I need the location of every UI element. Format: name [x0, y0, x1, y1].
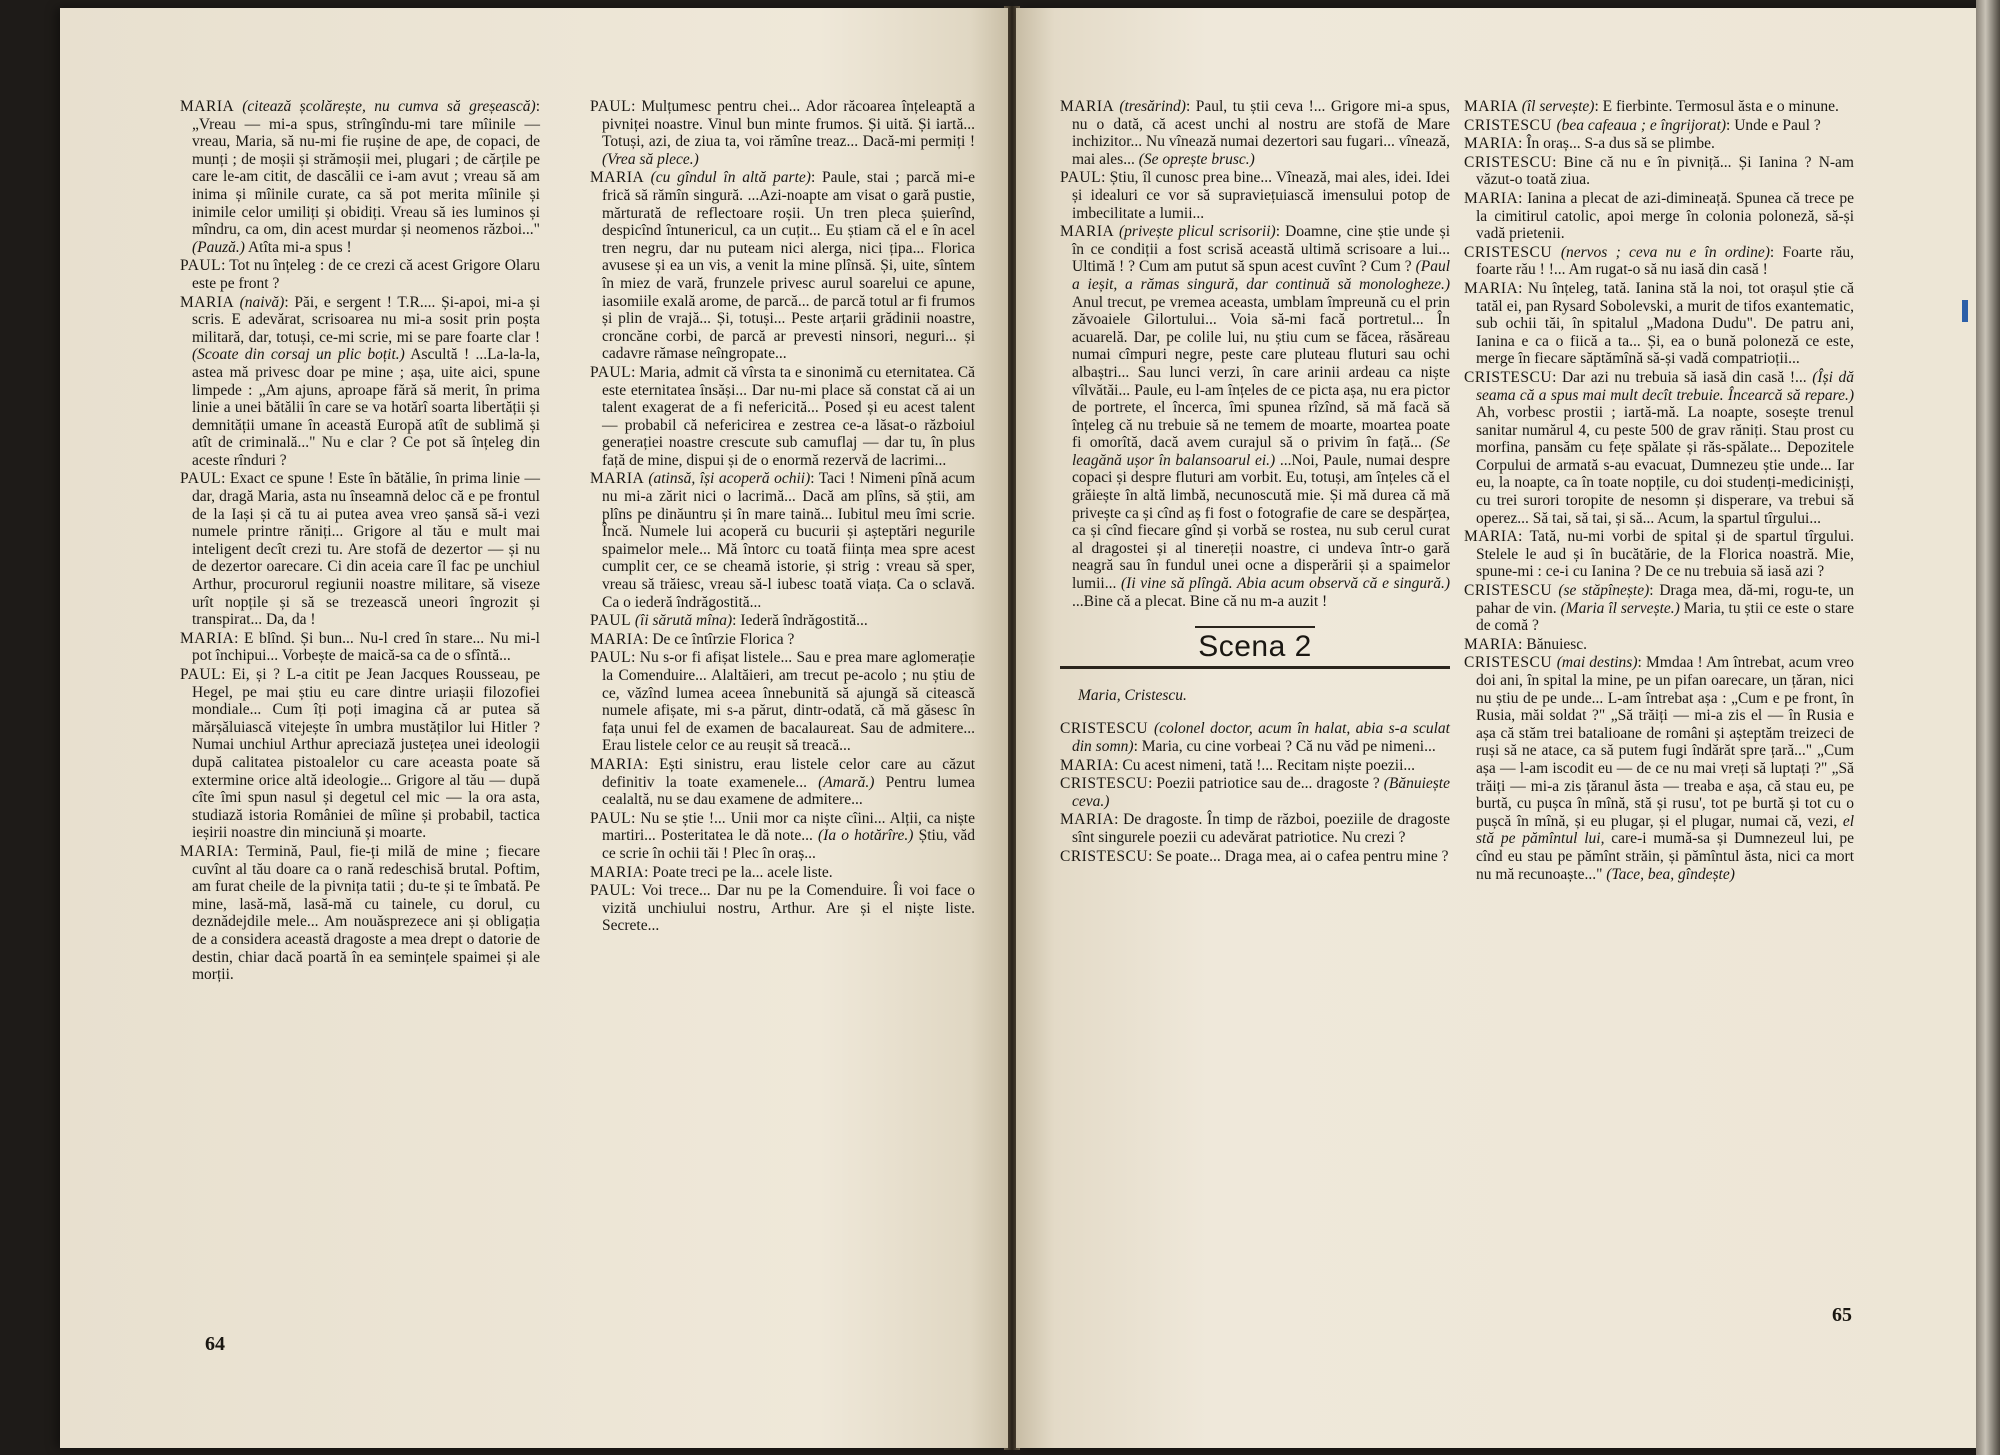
right-column-2	[1464, 98, 1854, 884]
dialogue-text: : Unde e Paul ?	[1726, 116, 1821, 134]
dialogue-line	[180, 843, 540, 984]
dialogue-line	[590, 882, 975, 935]
speaker-name: CRISTESCU	[1060, 775, 1149, 793]
speaker-name: MARIA	[180, 629, 235, 647]
page-number-left: 64	[205, 1333, 225, 1355]
scene-cast: Maria, Cristescu.	[1078, 686, 1187, 704]
dialogue-line	[590, 612, 975, 630]
divider	[1060, 666, 1450, 669]
speaker-name: MARIA	[590, 630, 645, 648]
dialogue-text: : Taci ! Nimeni pînă acum nu mi-a zărit nici o lacrimă... Dacă am plîns, să știi, am plîns pe dinăuntru și în mare taină... Iubitul meu îmi scrie. Încă. Numele lui acoperă cu bucurii și așteptări negurile spaimelor mele... Mă întorc cu toată ființa mea spre acest cumplit cer, ce se cheamă istorie, și strig : vreau să sper, vreau să trăiesc, vreau să-l iubesc toată viața. Ca o sclavă. Ca o iederă îndrăgostită...	[602, 470, 976, 611]
speaker-name: CRISTESCU	[1464, 368, 1553, 386]
dialogue-text: : Se poate... Draga mea, ai o cafea pentru mine ?	[1148, 847, 1449, 865]
speaker-name: CRISTESCU	[1464, 582, 1553, 600]
dialogue-text: : Mulțumesc pentru chei... Ador răcoarea înțeleaptă a pivniței noastre. Vinul bun minte frumos. Și uită. Și iartă... Totuși, azi, de ziua ta, voi rămîne treaz... Dacă-mi permiți !	[602, 98, 975, 151]
dialogue-line	[590, 98, 975, 168]
stage-direction: (naivă)	[239, 293, 285, 311]
scene-title: Scena 2	[1198, 630, 1312, 664]
speaker-name: PAUL	[590, 612, 631, 630]
speaker-name: CRISTESCU	[1464, 153, 1553, 171]
dialogue-text: : „Vreau — mi-a spus, strîngîndu-mi tare mîinile — vreau, Maria, să nu-mi fie rușine de ape, de copaci, de munți ; de moșii și strămoșii mei, plugari ; de cărțile pe care le-am citit, de dascălii ce i-am avut ; vreau să am inima și mîinile curate, ca să pot merita mîinile și inimile celor umiliți și obidiți. Vreau să ies luminos și mîndru, ca om, din acest murdar și neomenos război..."	[192, 98, 540, 239]
dialogue-line	[1060, 223, 1450, 610]
dialogue-text: ...Bine că a plecat. Bine că nu m-a auzit !	[1072, 592, 1328, 610]
divider	[1195, 626, 1315, 628]
speaker-name: MARIA	[1060, 811, 1115, 829]
dialogue-line	[1464, 636, 1854, 654]
stage-direction: (atinsă, își acoperă ochii)	[648, 470, 811, 488]
speaker-name: PAUL	[590, 809, 632, 827]
dialogue-text: : Nu s-or fi afișat listele... Sau e prea mare aglomerație la Comenduire... Alaltăieri, am trecut pe-acolo ; nu știu de ce, văzînd lumea aceea înnebunită să ajungă să citească numele afișate, mi s-a părut, dintr-odată, că mă găsesc în fața unui fel de examen de bacalaureat. Sau de admitere... Erau listele celor ce au reușit să treacă...	[602, 649, 975, 755]
dialogue-text: : Ianina a plecat de azi-dimineață. Spunea că trece pe la cimitirul catolic, apoi merge în colonia poloneză, să-și vadă prietenii.	[1476, 189, 1854, 243]
dialogue-line	[1464, 654, 1854, 883]
dialogue-text: Știu, văd ce scrie în ochii tăi ! Plec în oraș...	[602, 827, 975, 862]
dialogue-line	[1464, 154, 1854, 189]
dialogue-line	[1464, 528, 1854, 581]
dialogue-text: : Bănuiesc.	[1518, 635, 1588, 653]
left-column-1	[180, 98, 540, 985]
dialogue-line	[1464, 280, 1854, 368]
speaker-name: PAUL	[180, 666, 222, 683]
stage-direction: (privește plicul scrisorii)	[1119, 223, 1276, 241]
dialogue-text: : Paule, stai ; parcă mi-e frică să rămîn singură. ...Azi-noapte am visat o gară pustie, mărturată de reflectoare roșii. Un tren pleca șuierînd, despicînd întunericul, ca un cuțit... Eu știam că el e în acel tren negru, dar nu puteam nici alerga, nici țipa... Florica avusese și ea un vis, a venit la mine plînsă. Și, uite, sîntem în miez de vară, frunzele privesc aurul soarelui ce apune, iasomiile exală arome, de parcă... de parcă totul ar fi frumos și plin de vrajă... Și, totuși... Peste arțarii grădinii noastre, croncăne corbi, de parcă ar prevesti ninsori, neguri... și cadavre rămase neîngropate...	[602, 169, 976, 363]
dialogue-text: : Nu se știe !... Unii mor ca niște cîini... Alții, ca niște martiri... Posteritatea le dă note...	[602, 809, 975, 845]
stage-direction: (Pauză.)	[192, 238, 245, 256]
speaker-name: CRISTESCU	[1060, 720, 1149, 738]
dialogue-text: : Foarte rău, foarte rău ! !... Am rugat-o să nu iasă din casă !	[1476, 243, 1854, 279]
dialogue-line	[180, 257, 540, 292]
dialogue-line	[1464, 582, 1854, 635]
dialogue-line	[590, 631, 975, 649]
speaker-name: MARIA	[1464, 528, 1519, 546]
dialogue-text: : De dragoste. În timp de război, poeziile de dragoste sînt singurele poezii cu adevărat patriotice. Nu crezi ?	[1072, 811, 1450, 846]
dialogue-text: : Păi, e sergent ! T.R.... Și-apoi, mi-a și scris. E adevărat, scrisoarea nu mi-a sosit prin poșta militară, dar, totuși, ce-mi scrie, mi se pare foarte clar !	[192, 293, 540, 346]
stage-direction: (Maria îl servește.)	[1560, 599, 1680, 617]
dialogue-line	[1060, 757, 1450, 775]
speaker-name: CRISTESCU	[1464, 243, 1553, 261]
dialogue-line	[590, 169, 975, 363]
dialogue-line	[1060, 98, 1450, 168]
stage-direction: (citează școlărește, nu cumva să greșească)	[242, 98, 536, 115]
dialogue-text: Ascultă ! ...La-la-la, astea mă privesc doar pe mine ; așa, uite aici, spune limpede : „Am ajuns, aproape fără să merit, în prima linie a unei bătălii în care se va hotărî soarta libertății și demnității umane în această Europă atît de sublimă și atît de criminală..." Nu e clar ? Ce pot să înțeleg din aceste rînduri ?	[192, 346, 541, 469]
dialogue-line	[1464, 369, 1854, 527]
speaker-name: PAUL	[180, 470, 222, 488]
left-page	[60, 8, 1008, 1448]
dialogue-text: : În oraș... S-a dus să se plimbe.	[1518, 135, 1715, 153]
dialogue-text: Maria, tu știi ce este o stare de comă ?	[1476, 599, 1855, 635]
dialogue-text: : Maria, admit că vîrsta ta e sinonimă cu eternitatea. Că este eternitatea însăși... Dar nu-mi place să constat că ai un talent exagerat de a fi nefericită... Posed și eu acest talent — probabil că nefericirea e zestrea ce-a lăsat-o războiul generației noastre crescute sub camuflaj — dar tu, în plus față de mine, dispui și de o enormă rezervă de lacrimi...	[602, 363, 975, 469]
page-number-right: 65	[1832, 1304, 1852, 1326]
dialogue-text: : Cu acest nimeni, tată !... Recitam niște poezii...	[1114, 756, 1416, 774]
stage-direction: (Se leagănă ușor în balansoarul ei.)	[1072, 434, 1450, 469]
dialogue-text: : Dar azi nu trebuia să iasă din casă !...	[1552, 368, 1813, 386]
stage-direction: (nervos ; ceva nu e în ordine)	[1560, 243, 1770, 261]
speaker-name: MARIA	[1464, 98, 1518, 115]
stage-direction: (colonel doctor, acum în halat, abia s-a sculat din somn)	[1072, 720, 1450, 755]
dialogue-text: : Doamne, cine știe unde și în ce condiții a fost scrisă această ultimă scrisoare a lui... Ultimă ! ? Cum am putut să spun acest cuvînt ? Cum ?	[1072, 223, 1451, 276]
dialogue-text: : E blînd. Și bun... Nu-l cred în stare... Nu mi-l pot închipui... Vorbește de maică-sa ca de o sfîntă...	[192, 629, 540, 665]
dialogue-text: : E fierbinte. Termosul ăsta e o minune.	[1594, 98, 1839, 115]
dialogue-text: : Termină, Paul, fie-ți milă de mine ; fiecare cuvînt al tău doare ca o rană redeschisă brutal. Poftim, am furat cheile de la pivnița tatii ; du-te și te îmbată. Pe mine, lasă-mă, lasă-mă cu tainele, cu dorul, cu deznădejdile mele... Am nouăsprezece ani și obligația de a considera această dragoste a mea drept o datorie de destin, chiar dacă poartă în ea semințele spaimei și ale morții.	[192, 842, 540, 984]
dialogue-text: : Știu, îl cunosc prea bine... Vînează, mai ales, idei. Idei și idealuri ce vor să supraviețuiască imensului potop de imbecilitate a lumii...	[1072, 169, 1450, 222]
dialogue-text: : Maria, cu cine vorbeai ? Că nu văd pe nimeni...	[1133, 738, 1436, 755]
speaker-name: PAUL	[590, 98, 632, 115]
dialogue-text: : Ei, și ? L-a citit pe Jean Jacques Rousseau, pe Hegel, pe mai știu eu care dintre uriașii filozofiei mondiale... Cum îți poți imagina că ar putea să mărșăluiască vitejește în umbra mustăților lui Hitler ? Numai unchiul Arthur apreciază justețea unei ideologii după calitatea pistoalelor cu care aceasta poate să extermine orice altă ideologie... Grigore al tău — după cîte îmi spun nasul și degetul cel mic — la ora asta, studiază istoria României de mîine și probabil, tactica ieșirii noastre din minciună și moarte.	[192, 666, 540, 842]
stage-direction: (Amară.)	[818, 773, 875, 791]
speaker-name: MARIA	[1060, 223, 1114, 241]
speaker-name: CRISTESCU	[1060, 847, 1149, 865]
speaker-name: MARIA	[590, 755, 645, 773]
speaker-name: MARIA	[1464, 279, 1519, 297]
dialogue-line	[1060, 775, 1450, 810]
stage-direction: (Bănuiește ceva.)	[1072, 775, 1450, 810]
stage-direction: (îi sărută mîna)	[634, 612, 733, 630]
scene-heading-block	[1060, 626, 1450, 669]
dialogue-line	[1464, 190, 1854, 243]
speaker-name: MARIA	[180, 842, 235, 860]
dialogue-line	[1060, 720, 1450, 755]
stage-direction: (îl servește)	[1521, 98, 1595, 115]
stage-direction: (se stăpînește)	[1558, 582, 1650, 600]
speaker-name: MARIA	[1060, 756, 1115, 774]
dialogue-text: : De ce întîrzie Florica ?	[644, 630, 795, 648]
speaker-name: PAUL	[180, 257, 222, 275]
dialogue-line	[180, 666, 540, 842]
space	[643, 169, 650, 186]
stage-direction: (Tace, bea, gîndește)	[1606, 865, 1735, 883]
speaker-name: MARIA	[1464, 189, 1519, 207]
stage-direction: (Vrea să plece.)	[602, 150, 699, 168]
left-column-2-anchor	[590, 98, 975, 936]
dialogue-text: Atîta mi-a spus !	[244, 238, 352, 256]
dialogue-line	[1464, 98, 1854, 116]
space	[233, 98, 242, 115]
dialogue-text: ...Noi, Paule, numai despre copaci și despre fluturi am vorbit. Eu, totuși, am înțeles că el grăiește în altă limbă, necunoscută mie. Și mă durea că mă privește ca și cînd aș fi fost o fotografie de care se despărțea, ca și cînd fiecare gînd și vorbă se rostea, nu sub cerul curat al dragostei și al tinereții noastre, ci undeva într-o gară neagră sau în fundul unei ocne a disperării și a spaimelor lumii...	[1072, 451, 1450, 593]
dialogue-text: : Paul, tu știi ceva !... Grigore mi-a spus, nu o dată, că acest unchi al nostru are stofă de Mare inchizitor... Nu vînează numai dezertori sau fugari... vînează, mai ales...	[1072, 98, 1451, 168]
dialogue-text: : Ești sinistru, erau listele celor care au căzut definitiv la toate examenele...	[602, 755, 975, 791]
page-edge	[1976, 0, 2000, 1455]
stage-direction: (bea cafeaua ; e îngrijorat)	[1556, 116, 1727, 134]
dialogue-line	[1464, 244, 1854, 279]
speaker-name: CRISTESCU	[1464, 116, 1553, 134]
speaker-name: MARIA	[1464, 635, 1519, 653]
dialogue-text: : Poate treci pe la... acele liste.	[644, 863, 833, 881]
dialogue-line	[590, 470, 975, 611]
speaker-name: MARIA	[180, 98, 234, 115]
dialogue-line	[590, 756, 975, 809]
dialogue-text: : Bine că nu e în pivniță... Și Ianina ? N-am văzut-o toată ziua.	[1476, 153, 1854, 189]
stage-direction: (cu gîndul în altă parte)	[650, 169, 811, 187]
speaker-name: MARIA	[1060, 98, 1114, 115]
speaker-name: MARIA	[180, 293, 234, 311]
dialogue-line	[1060, 169, 1450, 222]
dialogue-line	[1060, 848, 1450, 866]
dialogue-line	[1464, 135, 1854, 153]
dialogue-text: : Nu înțeleg, tată. Ianina stă la noi, tot orașul știe că tatăl ei, pan Rysard Sobolevski, a murit de tifos exantematic, sub ochii tăi, în spitalul „Madona Dudu". De patru ani, Ianina e ca o fiică a ta... Și, ea o bună poloneză ce este, merge în fiecare săptămînă să-și vadă compatrioții...	[1476, 279, 1854, 368]
speaker-name: PAUL	[590, 649, 632, 667]
dialogue-text: : Tată, nu-mi vorbi de spital și de spartul tîrgului. Stelele le aud și în bucătărie, de la Florica noastră. Mie, spune-mi : ce-i cu Ianina ? De ce nu trebuia să iasă azi ?	[1476, 528, 1854, 581]
stage-direction: (Scoate din corsaj un plic boțit.)	[192, 346, 405, 364]
dialogue-text: : Draga mea, dă-mi, rogu-te, un pahar de vin.	[1476, 582, 1855, 617]
speaker-name: MARIA	[1464, 135, 1519, 153]
dialogue-line	[1060, 811, 1450, 846]
dialogue-line	[590, 810, 975, 863]
stage-direction: (Își dă seama că a spus mai mult decît trebuie. Încearcă să repare.)	[1476, 368, 1854, 404]
speaker-name: MARIA	[590, 470, 644, 488]
dialogue-text: : Exact ce spune ! Este în bătălie, în prima linie — dar, dragă Maria, asta nu înseamnă deloc că e pe frontul de la Iași și că tu ai putea avea vreo șansă să-i vezi numele printre răniți... Grigore al tău e mult mai inteligent decît crezi tu. Are stofă de dezertor — și nu de dezertor oarecare. Ci din aceia care îl fac pe unchiul Arthur, procurorul regiunii noastre militare, să viseze urît nopțile și să se trezească uneori îngrozit și transpirat... Da, da !	[192, 470, 540, 629]
dialogue-line	[180, 630, 540, 665]
speaker-name: MARIA	[590, 169, 644, 187]
stage-direction: (mai destins)	[1556, 654, 1638, 672]
right-page	[1016, 8, 1976, 1448]
speaker-name: PAUL	[1060, 169, 1102, 187]
dialogue-text: : Iederă îndrăgostită...	[732, 612, 868, 630]
dialogue-text: : Poezii patriotice sau de... dragoste ?	[1148, 775, 1384, 793]
dialogue-line	[180, 470, 540, 628]
stage-direction: el stă pe pămîntul lui,	[1476, 812, 1854, 848]
dialogue-line	[1464, 117, 1854, 135]
dialogue-text: care-i mumă-sa și Dumnezeul lui, pe cînd eu stau pe pămînt străin, și pămîntul ăsta, nici ca mort nu mă recunoaște..."	[1476, 830, 1854, 883]
stage-direction: (tresărind)	[1119, 98, 1186, 115]
stage-direction: (Paul a ieșit, a rămas singură, dar continuă să monologheze.)	[1072, 258, 1450, 293]
dialogue-line	[590, 364, 975, 470]
dialogue-line	[590, 864, 975, 882]
speaker-name: PAUL	[590, 363, 632, 381]
dialogue-text: Ah, vorbesc prostii ; iartă-mă. La noapte, sosește trenul sanitar numărul 4, cu peste 500 de grav răniți. Stau prost cu morfina, pansăm cu fețe spălate și răs-spălate... Depozitele Corpului de armată s-au evacuat, Dumnezeu știe unde... Iar eu, la noapte, ca în toate nopțile, cu doi studenți-medicinișți, cu trei surori toropite de nesomn și disperare, va trebui să operez... Să tai, să tai, și să... Acum, la spartul tîrgului...	[1476, 404, 1854, 527]
dialogue-text: : Voi trece... Dar nu pe la Comenduire. Îi voi face o vizită unchiului nostru, Arthur. Are și el niște liste. Secrete...	[602, 882, 975, 935]
dialogue-text: : Tot nu înțeleg : de ce crezi că acest Grigore Olaru este pe front ?	[192, 257, 540, 292]
bookmark-tab	[1962, 300, 1968, 322]
dialogue-line	[180, 98, 540, 256]
right-column-1	[1060, 98, 1450, 866]
speaker-name: PAUL	[590, 882, 632, 900]
stage-direction: (Se oprește brusc.)	[1138, 150, 1255, 168]
speaker-name: MARIA	[590, 863, 645, 881]
dialogue-line	[590, 649, 975, 755]
dialogue-text: : Mmdaa ! Am întrebat, acum vreo doi ani, în spital la mine, pe un pifan oarecare, un țăran, nici nu știu de pe unde... L-am întrebat așa : „Cum e pe front, în Rusia, măi soldat ?" „Să trăiți — mi-a zis el — în Rusia e așa că stăm trei batalioane de români și așteptăm treizeci de ruși să ne atace, ca să putem fugi îndărăt spre țară..." „Cum așa — l-am iscodit eu — de ce nu mai vreți să luptați ?" „Să trăiți — mi-a zis țăranul ăsta — treaba e așa, că stau eu, pe burtă, cu pușca în mînă, stă și rusu', tot pe burtă și tot cu o pușcă în mînă, și eu plugar, și el plugar, numai că, vezi,	[1476, 654, 1854, 830]
stage-direction: (Ia o hotărîre.)	[818, 827, 914, 845]
dialogue-text: Pentru lumea cealaltă, nu se dau examene de admitere...	[602, 773, 976, 809]
stage-direction: (Ii vine să plîngă. Abia acum observă că e singură.)	[1121, 575, 1450, 593]
speaker-name: CRISTESCU	[1464, 654, 1553, 672]
dialogue-text: Anul trecut, pe vremea aceasta, umblam împreună cu el prin zăvoaiele Gilortului... Voia să-mi facă portretul... În acuarelă. Dar, pe colile lui, nu știu cum se făcea, răsăreau numai cîmpuri negre, peste care pluteau fluturi sau ochi albaștri... Sau lunci verzi, în care arinii ardeau ca niște vîlvătăi... Paule, eu l-am înțeles de ce picta așa, nu era pictor de portrete, el încerca, îmi spunea rîzînd, să mă facă să înțeleg că nu trebuie să ne temem de moarte, moartea poate fi omorîtă, dacă avem curajul să o privim în față...	[1072, 293, 1450, 452]
space	[1552, 244, 1561, 261]
dialogue-line	[180, 294, 540, 470]
